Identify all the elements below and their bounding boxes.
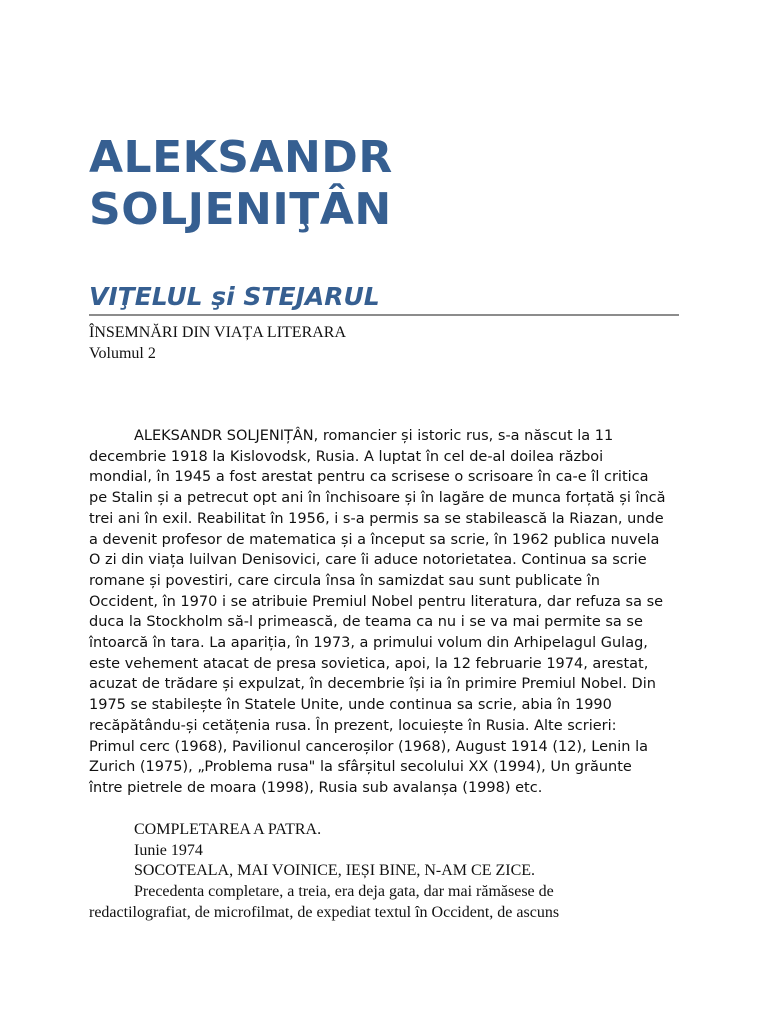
- title-divider: [89, 314, 679, 316]
- bio-line: duca la Stockholm să-l primească, de teama ca nu i se va mai permite sa se: [89, 614, 643, 631]
- bio-line: este vehement atacat de presa sovietica, apoi, la 12 februarie 1974, arestat,: [89, 655, 649, 672]
- section-date: Iunie 1974: [134, 841, 203, 859]
- bio-line: Occident, în 1970 i se atribuie Premiul Nobel pentru literatura, dar refuza sa se: [89, 593, 664, 610]
- section-epigraph: SOCOTEALA, MAI VOINICE, IEȘI BINE, N-AM CE ZICE.: [134, 862, 536, 880]
- subtitle-block: [89, 322, 346, 364]
- paragraph-line: redactilografiat, de microfilmat, de expediat textul în Occident, de ascuns: [89, 903, 560, 921]
- author-first-name: ALEKSANDR: [89, 132, 393, 183]
- bio-line: pe Stalin și a petrecut opt ani în închisoare și în lagăre de munca forțată și încă: [89, 490, 666, 507]
- bio-line: Primul cerc (1968), Pavilionul canceroșilor (1968), August 1914 (12), Lenin la: [89, 738, 648, 755]
- subtitle-line: ÎNSEMNĂRI DIN VIAȚA LITERARA: [89, 324, 347, 341]
- author-biography: [89, 426, 679, 799]
- bio-line: întoarcă în tara. La apariția, în 1973, a primului volum din Arhipelagul Gulag,: [89, 635, 648, 652]
- bio-line: recăpătându-și cetățenia rusa. În prezent, locuiește în Rusia. Alte scrieri:: [89, 717, 617, 734]
- volume-label: Volumul 2: [89, 345, 156, 362]
- author-last-name: SOLJENIŢÂN: [89, 184, 392, 235]
- bio-line: romane și povestiri, care circula însa în samizdat sau sunt publicate în: [89, 572, 600, 589]
- bio-line: a devenit profesor de matematica și a început sa scrie, în 1962 publica nuvela: [89, 531, 660, 548]
- section-heading: COMPLETAREA A PATRA.: [134, 821, 322, 838]
- bio-line: O zi din viața luilvan Denisovici, care îi aduce notorietatea. Continua sa scrie: [89, 552, 647, 569]
- bio-line: decembrie 1918 la Kislovodsk, Rusia. A luptat în cel de-al doilea război: [89, 448, 604, 465]
- bio-line: ALEKSANDR SOLJENIȚÂN, romancier și istoric rus, s-a născut la 11: [134, 428, 614, 444]
- author-name: [89, 132, 393, 236]
- book-title: VIŢELUL şi STEJARUL: [89, 282, 380, 311]
- bio-line: între pietrele de moara (1998), Rusia sub avalanșa (1998) etc.: [89, 779, 543, 796]
- bio-line: Zurich (1975), „Problema rusa" la sfârșitul secolului XX (1994), Un grăunte: [89, 759, 632, 776]
- chapter-text: [89, 820, 679, 924]
- bio-line: 1975 se stabilește în Statele Unite, unde continua sa scrie, abia în 1990: [89, 697, 612, 714]
- bio-line: mondial, în 1945 a fost arestat pentru ca scrisese o scrisoare în ca-e îl critica: [89, 469, 649, 486]
- paragraph-line: Precedenta completare, a treia, era deja gata, dar mai rămăsese de: [134, 883, 554, 901]
- bio-line: acuzat de trădare și expulzat, în decembrie își ia în primire Premiul Nobel. Din: [89, 676, 656, 693]
- bio-line: trei ani în exil. Reabilitat în 1956, i s-a permis sa se stabilească la Riazan, unde: [89, 510, 664, 527]
